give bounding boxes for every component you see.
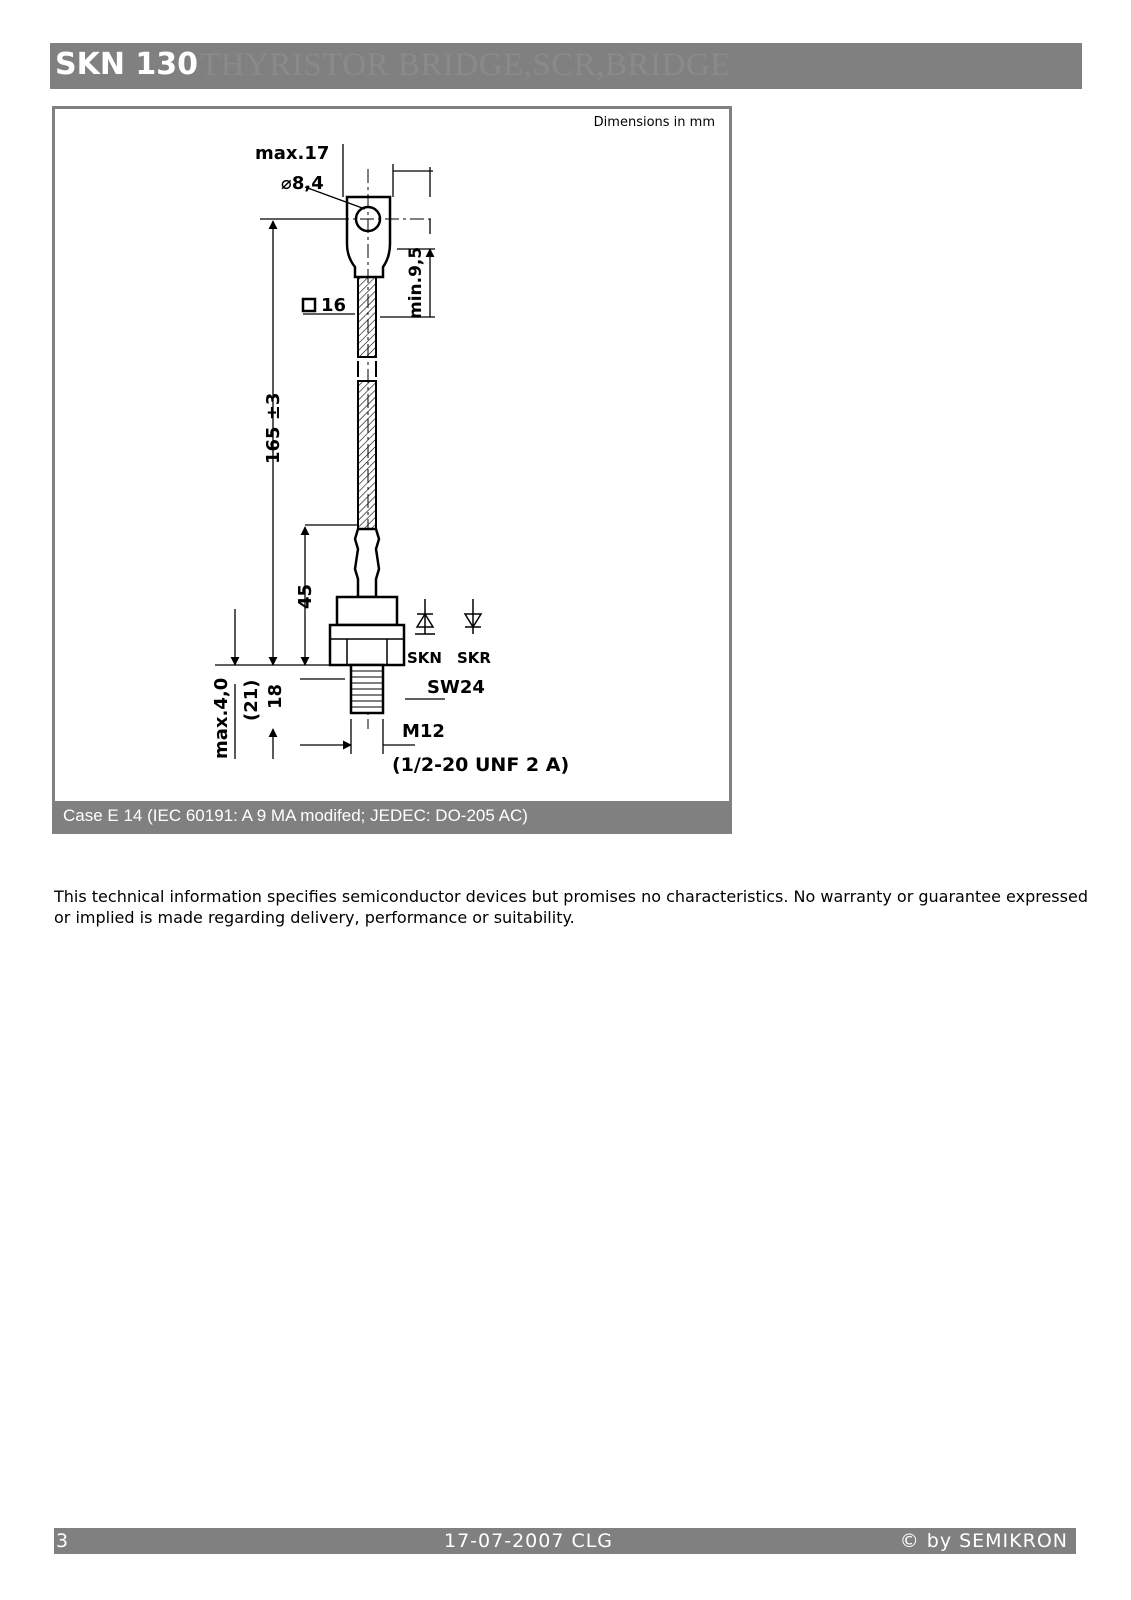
label-diameter: ⌀8,4 <box>281 173 324 194</box>
label-sw24: SW24 <box>427 677 485 698</box>
square-symbol <box>303 299 315 311</box>
polarity-symbols <box>415 599 481 634</box>
label-skr: SKR <box>457 649 491 667</box>
figure-caption: Case E 14 (IEC 60191: A 9 MA modifed; JEDEC: DO-205 AC) <box>63 806 528 825</box>
label-max17: max.17 <box>255 143 330 164</box>
lead-wire <box>358 277 376 529</box>
label-165: 165 ±3 <box>263 392 284 464</box>
footer-bar <box>54 1528 1076 1554</box>
label-m12: M12 <box>402 721 445 742</box>
stud-body <box>330 529 404 713</box>
label-square16: 16 <box>321 295 347 316</box>
page-number: 3 <box>56 1530 69 1552</box>
label-skn: SKN <box>407 649 442 667</box>
case-outline-drawing <box>55 109 729 831</box>
label-18: 18 <box>265 683 286 709</box>
case-drawing-figure <box>52 106 732 834</box>
header-bar <box>50 43 1082 89</box>
label-45: 45 <box>295 583 316 609</box>
label-21: (21) <box>241 679 262 721</box>
header-watermark: THYRISTOR BRIDGE,SCR,BRIDGE <box>200 47 731 83</box>
document-title: SKN 130 <box>55 47 199 82</box>
dimensions-note: Dimensions in mm <box>593 115 715 130</box>
caption-bar <box>55 801 729 831</box>
label-unf: (1/2-20 UNF 2 A) <box>392 754 570 776</box>
footer-copyright: © by SEMIKRON <box>899 1530 1068 1552</box>
disclaimer-text: This technical information specifies semiconductor devices but promises no characteristics. No warranty or guarantee expressed or implied is made regarding delivery, performance or suitability. <box>54 887 1088 927</box>
label-max40: max.4,0 <box>211 677 232 759</box>
footer-date: 17-07-2007 CLG <box>444 1530 614 1552</box>
label-min95: min.9,5 <box>406 246 426 319</box>
